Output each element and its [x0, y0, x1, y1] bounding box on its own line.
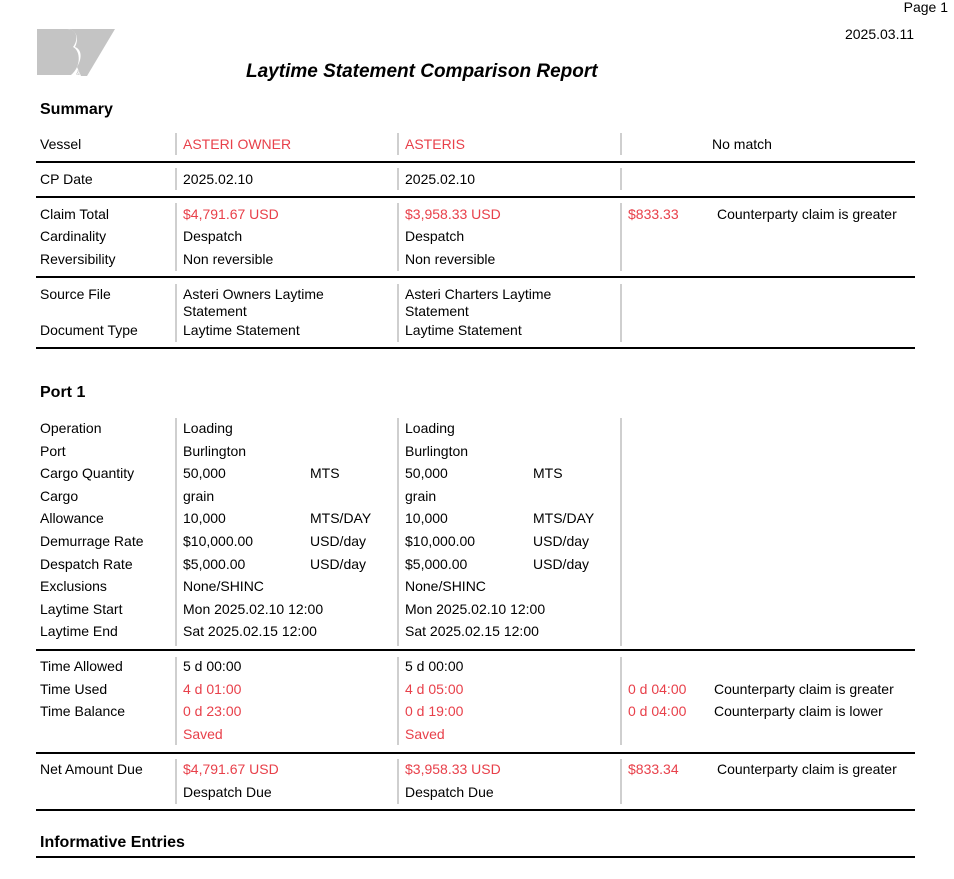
port-field-label: Operation [40, 420, 102, 436]
company-logo [37, 27, 117, 77]
port-field-label: Laytime Start [40, 600, 123, 617]
owner-time-allowed: 5 d 00:00 [183, 658, 242, 674]
time-used-difference: 0 d 04:00 [628, 681, 687, 697]
port-field-label: Cargo Quantity [40, 465, 135, 482]
owner-due-type: Despatch Due [183, 784, 272, 800]
column-separator [397, 657, 399, 745]
report-date: 2025.03.11 [844, 26, 914, 42]
section-rule [36, 649, 915, 651]
owner-value: 10,000 [183, 510, 226, 527]
charterer-document-type: Laytime Statement [405, 322, 522, 338]
section-rule [36, 347, 915, 349]
port-field-label: Cargo [40, 487, 79, 504]
source-file-label: Source File [40, 286, 111, 302]
charterer-unit: MTS/DAY [533, 510, 595, 527]
port-field-label: Despatch Rate [40, 555, 133, 572]
time-balance-difference: 0 d 04:00 [628, 703, 687, 719]
owner-unit: MTS/DAY [310, 510, 372, 527]
charterer-source-file-line1: Asteri Charters Laytime [405, 286, 552, 302]
time-balance-comparison: Counterparty claim is lower [714, 703, 883, 719]
owner-unit: USD/day [310, 555, 367, 572]
charterer-unit: USD/day [533, 555, 590, 572]
owner-value: Mon 2025.02.10 12:00 [183, 600, 324, 617]
time-used-comparison: Counterparty claim is greater [714, 681, 894, 697]
document-type-label: Document Type [40, 322, 138, 338]
owner-document-type: Laytime Statement [183, 322, 300, 338]
net-amount-difference: $833.34 [628, 761, 679, 777]
owner-value: None/SHINC [183, 578, 264, 595]
column-separator [175, 418, 177, 646]
column-separator [175, 168, 177, 190]
column-separator [620, 284, 622, 342]
owner-time-used: 4 d 01:00 [183, 681, 242, 697]
section-rule [36, 276, 915, 278]
page-number: Page 1 [903, 0, 948, 15]
owner-reversibility: Non reversible [183, 251, 274, 267]
column-separator [620, 133, 622, 155]
port-field-label: Laytime End [40, 623, 118, 640]
owner-value: $5,000.00 [183, 555, 246, 572]
column-separator [620, 418, 622, 646]
charterer-time-balance: 0 d 19:00 [405, 703, 464, 719]
column-separator [175, 133, 177, 155]
column-separator [175, 203, 177, 271]
column-separator [397, 759, 399, 804]
section-rule [36, 196, 915, 198]
claim-total-comparison: Counterparty claim is greater [717, 206, 897, 222]
charterer-value: 50,000 [405, 465, 448, 482]
reversibility-label: Reversibility [40, 251, 116, 267]
column-separator [620, 168, 622, 190]
column-separator [397, 203, 399, 271]
vessel-comparison: No match [712, 136, 772, 152]
cardinality-label: Cardinality [40, 228, 107, 244]
owner-source-file-line1: Asteri Owners Laytime [183, 286, 324, 302]
net-amount-comparison: Counterparty claim is greater [717, 761, 897, 777]
column-separator [397, 133, 399, 155]
informative-entries-heading: Informative Entries [40, 834, 185, 851]
owner-value: Sat 2025.02.15 12:00 [183, 623, 317, 640]
owner-value: 50,000 [183, 465, 226, 482]
owner-cardinality: Despatch [183, 228, 243, 244]
claim-total-label: Claim Total [40, 206, 109, 222]
column-separator [620, 759, 622, 804]
port-field-label: Allowance [40, 510, 104, 527]
net-amount-label: Net Amount Due [40, 761, 143, 777]
owner-unit: USD/day [310, 533, 367, 549]
section-rule [36, 856, 915, 858]
charterer-net-amount: $3,958.33 USD [405, 761, 501, 777]
port-field-label: Demurrage Rate [40, 533, 144, 549]
report-title: Laytime Statement Comparison Report [246, 61, 598, 82]
column-separator [397, 168, 399, 190]
charterer-vessel: ASTERIS [405, 136, 465, 152]
charterer-due-type: Despatch Due [405, 784, 494, 800]
charterer-value: 10,000 [405, 510, 448, 527]
section-rule [36, 161, 915, 163]
owner-value: $10,000.00 [183, 533, 254, 549]
charterer-time-used: 4 d 05:00 [405, 681, 464, 697]
charterer-unit: USD/day [533, 533, 590, 549]
section-rule [36, 752, 915, 754]
charterer-time-allowed: 5 d 00:00 [405, 658, 464, 674]
charterer-value: Sat 2025.02.15 12:00 [405, 623, 539, 640]
charterer-value: Mon 2025.02.10 12:00 [405, 600, 546, 617]
charterer-cardinality: Despatch [405, 228, 465, 244]
owner-vessel: ASTERI OWNER [183, 136, 292, 152]
charterer-balance-status: Saved [405, 726, 445, 742]
summary-heading: Summary [40, 101, 113, 118]
column-separator [175, 759, 177, 804]
charterer-reversibility: Non reversible [405, 251, 496, 267]
claim-total-difference: $833.33 [628, 206, 679, 222]
column-separator [620, 203, 622, 271]
owner-unit: MTS [310, 465, 340, 482]
time-balance-label: Time Balance [40, 703, 126, 719]
charterer-value: Burlington [405, 442, 469, 459]
time-used-label: Time Used [40, 681, 108, 697]
owner-value: Burlington [183, 442, 247, 459]
port-field-label: Exclusions [40, 578, 107, 595]
charterer-cp-date: 2025.02.10 [405, 171, 476, 187]
cp-date-label: CP Date [40, 171, 93, 187]
column-separator [620, 657, 622, 745]
owner-source-file-line2: Statement [183, 303, 247, 319]
column-separator [175, 657, 177, 745]
column-separator [397, 284, 399, 342]
section-rule [36, 809, 915, 811]
charterer-source-file-line2: Statement [405, 303, 469, 319]
owner-claim-total: $4,791.67 USD [183, 206, 279, 222]
charterer-value: Loading [405, 420, 455, 436]
charterer-unit: MTS [533, 465, 563, 482]
owner-cp-date: 2025.02.10 [183, 171, 254, 187]
charterer-value: $5,000.00 [405, 555, 468, 572]
time-allowed-label: Time Allowed [40, 658, 123, 674]
owner-net-amount: $4,791.67 USD [183, 761, 279, 777]
owner-value: Loading [183, 420, 233, 436]
column-separator [175, 284, 177, 342]
charterer-value: $10,000.00 [405, 533, 476, 549]
charterer-value: None/SHINC [405, 578, 486, 595]
owner-value: grain [183, 487, 215, 504]
owner-balance-status: Saved [183, 726, 223, 742]
vessel-label: Vessel [40, 136, 82, 152]
port-field-label: Port [40, 442, 66, 459]
owner-time-balance: 0 d 23:00 [183, 703, 242, 719]
svg-text:&: & [76, 71, 81, 77]
column-separator [397, 418, 399, 646]
port-heading: Port 1 [40, 384, 86, 401]
charterer-claim-total: $3,958.33 USD [405, 206, 501, 222]
charterer-value: grain [405, 487, 437, 504]
bv-logo-icon [37, 27, 117, 77]
